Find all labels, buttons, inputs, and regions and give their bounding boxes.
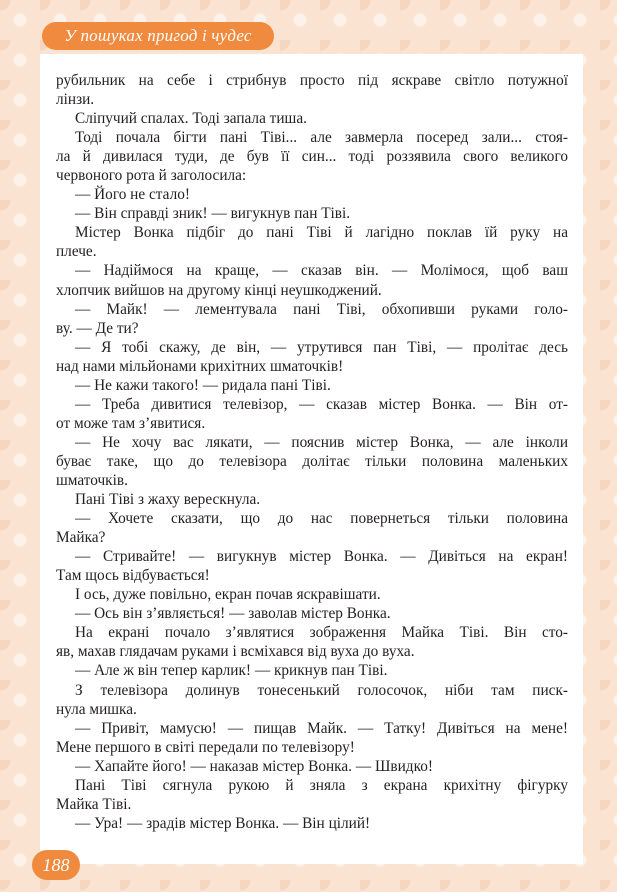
text-line: Майка? (56, 529, 106, 547)
text-line: червоного рота й заголосила: (56, 167, 247, 185)
text-line: нула мишка. (56, 700, 137, 718)
text-line: — Він справді зник! — вигукнув пан Тіві. (75, 205, 351, 223)
text-line: — Його не стало! (75, 186, 190, 204)
text-line: яв, махав глядачам руками і всміхався від вуха до вуха. (56, 643, 415, 661)
body-text (56, 71, 568, 833)
text-line: буває таке, що до телевізора долітає тільки половина маленьких (56, 452, 568, 470)
text-line: хлопчик вийшов на другому кінці неушкоджений. (56, 281, 382, 299)
text-line: ла й дивилася туди, де був її син... тоді роззявила свого великого (56, 148, 568, 166)
text-line: — Не кажи такого! — ридала пані Тіві. (75, 376, 331, 394)
page-number: 188 (42, 854, 70, 875)
text-line: Пані Тіві з жаху верескнула. (75, 491, 261, 509)
text-line: — Ура! — зрадів містер Вонка. — Він цілий! (75, 814, 371, 832)
text-line: І ось, дуже повільно, екран почав яскравішати. (75, 586, 381, 604)
page-number-badge (32, 850, 80, 880)
text-line: Мене першого в світі передали по телевізору! (56, 738, 355, 756)
text-line: Містер Вонка підбіг до пані Тіві й лагідно поклав їй руку на (75, 224, 568, 242)
text-line: Сліпучий спалах. Тоді запала тиша. (75, 110, 307, 128)
text-line: — Хочете сказати, що до нас повернеться тільки половина (75, 510, 568, 528)
text-line: над нами мільйонами крихітних шматочків! (56, 357, 344, 375)
text-line: — Стривайте! — вигукнув містер Вонка. — Дивіться на екран! (75, 548, 568, 566)
text-line: — Треба дивитися телевізор, — сказав містер Вонка. — Він от- (75, 395, 568, 413)
text-line: — Я тобі скажу, де він, — утрутився пан Тіві, — пролітає десь (75, 338, 568, 356)
text-line: — Хапайте його! — наказав містер Вонка. — Швидко! (75, 757, 433, 775)
text-line: Там щось відбувається! (56, 567, 210, 585)
text-line: — Майк! — лементувала пані Тіві, обхопивши руками голо- (75, 300, 568, 318)
text-line: плече. (56, 243, 97, 261)
text-line: рубильник на себе і стрибнув просто під яскраве світло потужної (56, 72, 568, 89)
text-line: Майка Тіві. (56, 795, 132, 813)
chapter-title: У пошуках пригод і чудес (64, 26, 252, 45)
text-line: — Ось він з’являється! — заволав містер Вонка. (75, 605, 391, 623)
text-line: На екрані почало з’являтися зображення Майка Тіві. Він сто- (75, 624, 568, 642)
text-line: — Привіт, мамусю! — пищав Майк. — Татку! Дивіться на мене! (75, 719, 568, 737)
text-line: лінзи. (56, 91, 95, 109)
text-line: ву. — Де ти? (56, 319, 139, 337)
chapter-header (42, 22, 274, 50)
text-line: З телевізора долинув тонесенький голосочок, ніби там писк- (75, 681, 568, 699)
text-line: — Надіймося на краще, — сказав він. — Молімося, щоб ваш (75, 262, 568, 280)
text-line: от може там з’явитися. (56, 414, 206, 432)
text-line: шматочків. (56, 471, 128, 489)
text-line: Пані Тіві сягнула рукою й зняла з екрана крихітну фігурку (75, 776, 568, 794)
text-line: Тоді почала бігти пані Тіві... але завмерла посеред зали... стоя- (75, 129, 568, 147)
text-line: — Але ж він тепер карлик! — крикнув пан Тіві. (75, 662, 388, 680)
text-line: — Не хочу вас лякати, — пояснив містер Вонка, — але інколи (75, 433, 568, 451)
